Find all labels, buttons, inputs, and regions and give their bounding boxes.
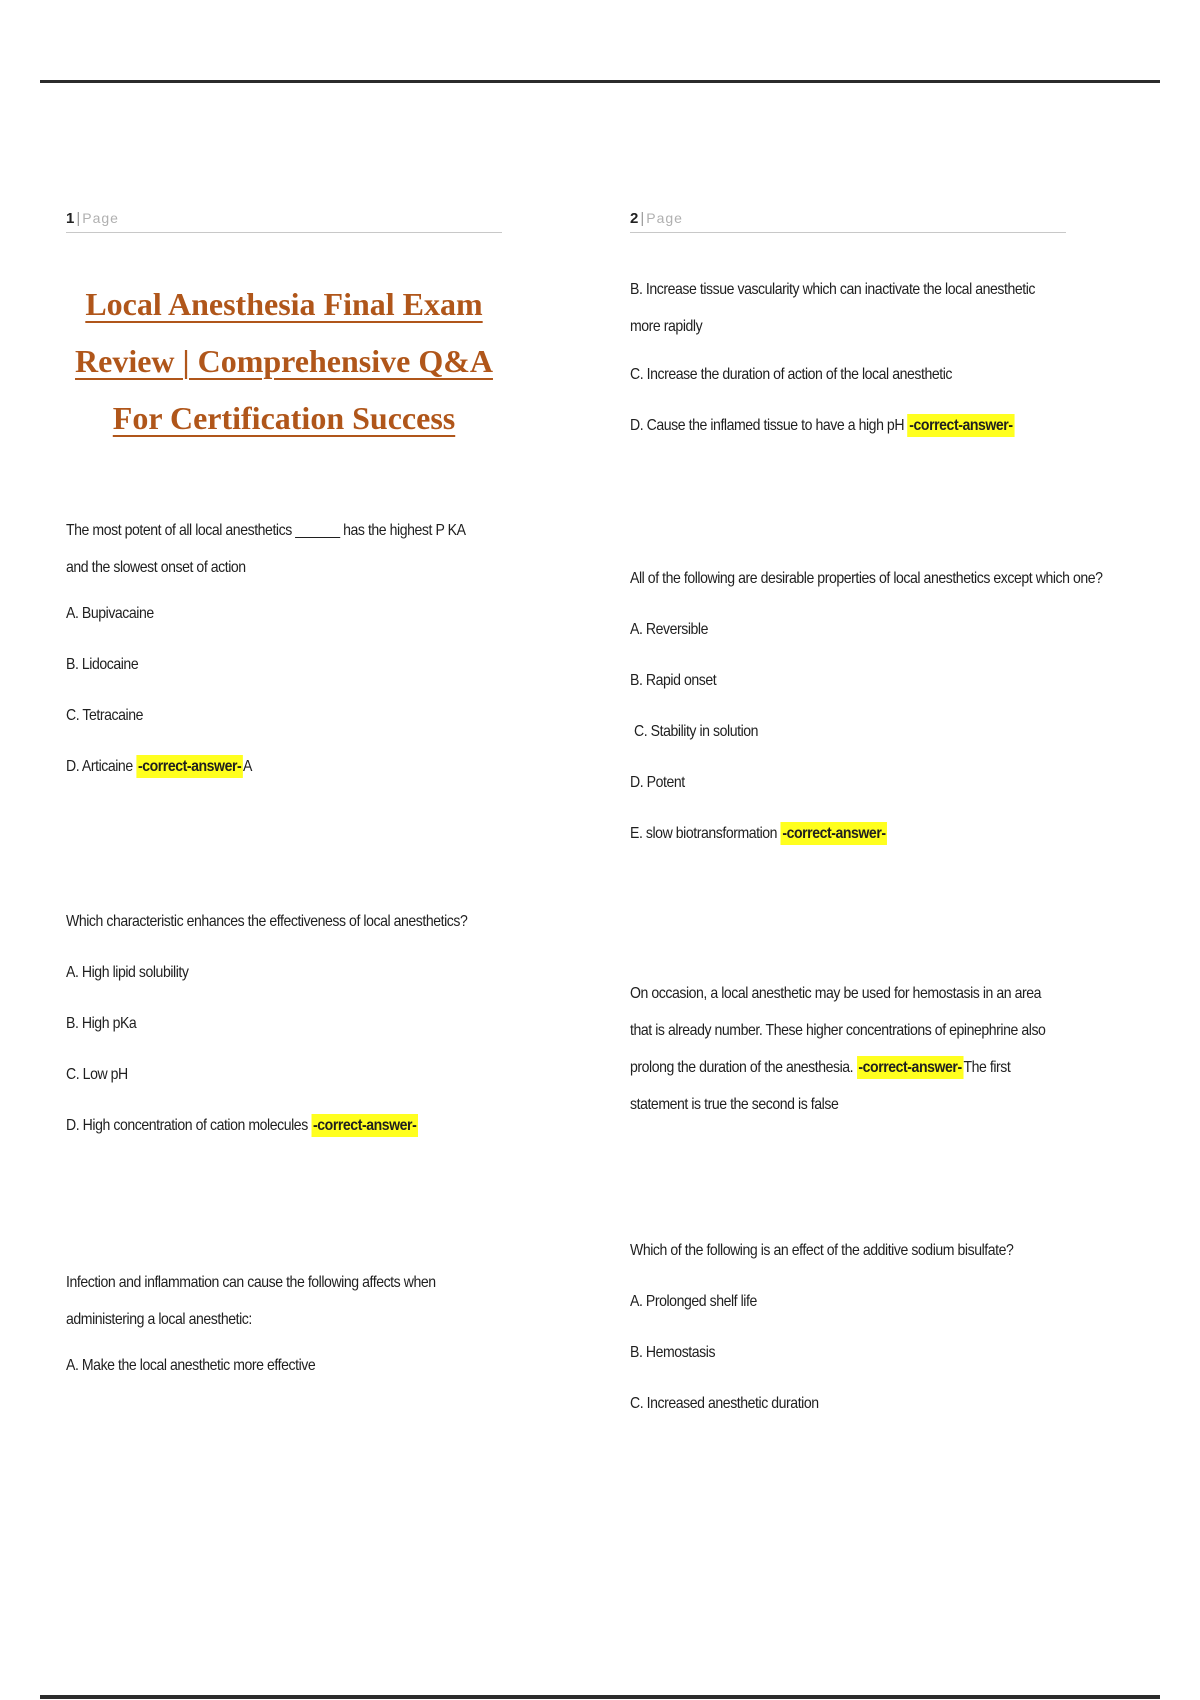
question-text: All of the following are desirable properties of local anesthetics except which one?: [630, 570, 1103, 587]
document-title: Local Anesthesia Final Exam Review | Comprehensive Q&A For Certification Success: [75, 286, 493, 436]
correct-answer-highlight: -correct-answer-: [311, 1114, 418, 1137]
statement-question: On occasion, a local anesthetic may be used for hemostasis in an area that is already number. These higher concentrations of epinephrine also prolong the duration of the anesthesia. -correct-answer- The first statement is true the second is false: [630, 985, 1046, 1113]
option: B. Hemostasis: [630, 1344, 716, 1361]
page-header: 2 | Page: [630, 210, 1066, 233]
option: C. Increase the duration of action of the local anesthetic: [630, 366, 952, 383]
question-text: Infection and inflammation can cause the following affects when administering a local anesthetic:: [66, 1274, 436, 1328]
correct-answer-highlight: -correct-answer-: [136, 755, 243, 778]
correct-answer-highlight: -correct-answer-: [908, 414, 1015, 437]
option: C. Stability in solution: [634, 723, 759, 740]
option-with-answer: D. Cause the inflamed tissue to have a high pH -correct-answer-: [630, 417, 1014, 435]
question-text: The most potent of all local anesthetics ______ has the highest P KA and the slowest onset of action: [66, 522, 465, 576]
option: C. Increased anesthetic duration: [630, 1395, 819, 1412]
option-with-answer: D. High concentration of cation molecules -correct-answer-: [66, 1117, 418, 1135]
option: B. Rapid onset: [630, 672, 717, 689]
option: C. Low pH: [66, 1066, 128, 1083]
page-1-header-block: [66, 210, 502, 233]
option: C. Tetracaine: [66, 707, 143, 724]
question-text: Which characteristic enhances the effectiveness of local anesthetics?: [66, 913, 468, 930]
page-header: 1 | Page: [66, 210, 502, 233]
option: D. Potent: [630, 774, 685, 791]
option: B. Lidocaine: [66, 656, 139, 673]
option: A. Make the local anesthetic more effective: [66, 1357, 316, 1374]
option: A. Reversible: [630, 621, 709, 638]
question-text: Which of the following is an effect of the additive sodium bisulfate?: [630, 1242, 1014, 1259]
top-rule: [40, 80, 1160, 83]
option: A. Prolonged shelf life: [630, 1293, 757, 1310]
option: A. Bupivacaine: [66, 605, 154, 622]
correct-answer-highlight: -correct-answer-: [781, 822, 888, 845]
option: A. High lipid solubility: [66, 964, 189, 981]
correct-answer-highlight: -correct-answer-: [857, 1056, 964, 1079]
option-with-answer: E. slow biotransformation -correct-answer-: [630, 825, 887, 843]
option-with-answer: D. Articaine -correct-answer- A: [66, 758, 252, 776]
page-2-header-block: [630, 210, 1066, 233]
bottom-rule: [40, 1695, 1160, 1699]
option: B. Increase tissue vascularity which can inactivate the local anesthetic more rapidly: [630, 281, 1036, 335]
option: B. High pKa: [66, 1015, 137, 1032]
